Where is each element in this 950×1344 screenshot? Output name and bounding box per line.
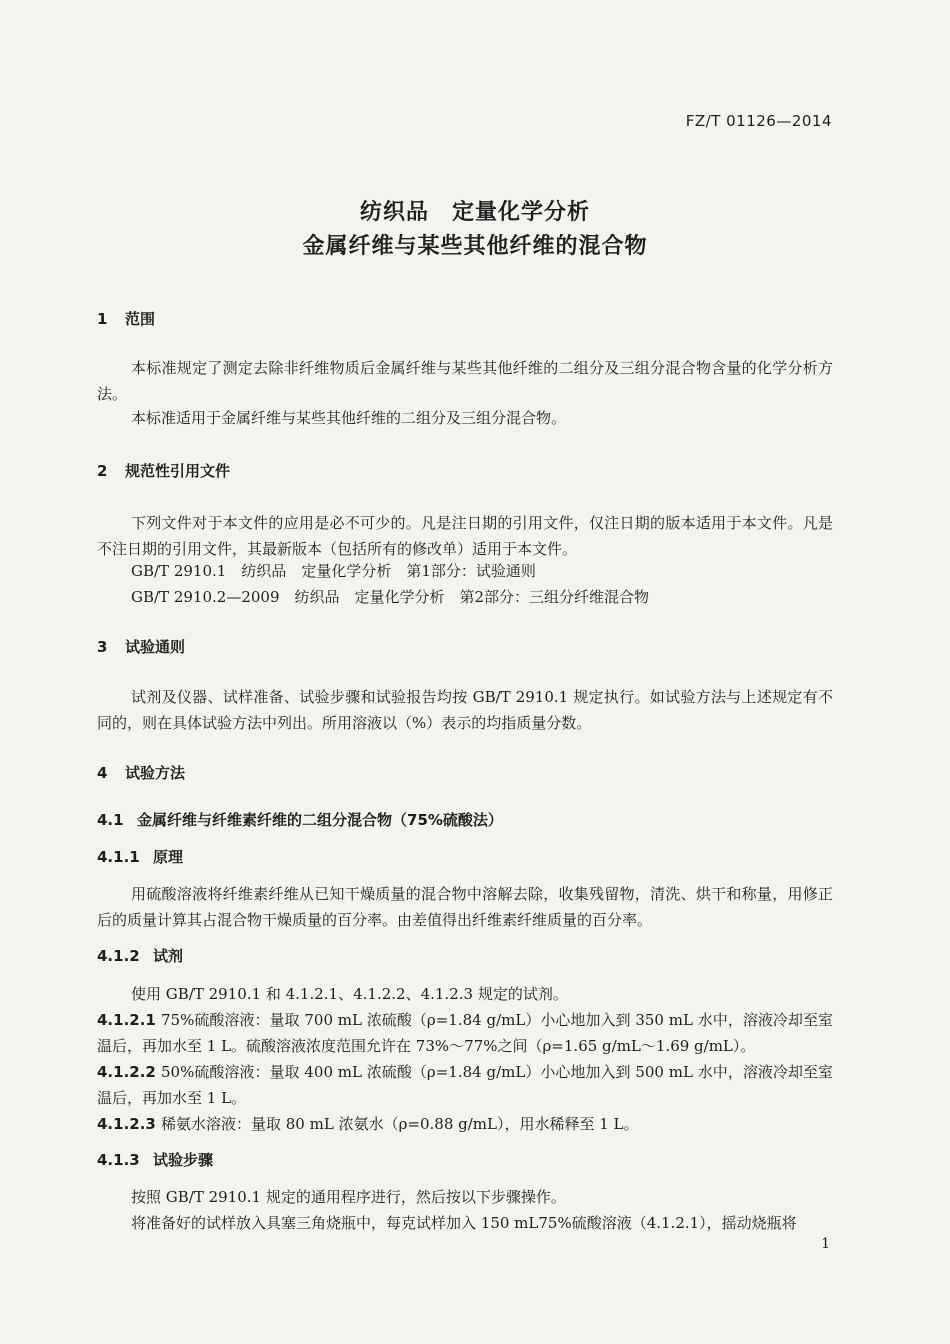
paragraph: 本标准规定了测定去除非纤维物质后金属纤维与某些其他纤维的二组分及三组分混合物含量的化学分析方法。 xyxy=(97,359,833,403)
paragraph: 试剂及仪器、试样准备、试验步骤和试验报告均按 GB/T 2910.1 规定执行。如试验方法与上述规定有不同的，则在具体试验方法中列出。所用溶液以（%）表示的均指质量分数。 xyxy=(97,688,833,732)
document-title-line2: 金属纤维与某些其他纤维的混合物 xyxy=(302,234,648,259)
section-3-heading xyxy=(97,636,185,657)
section-title: 原理 xyxy=(153,848,184,866)
clause-number: 4.1.2.3 xyxy=(97,1115,156,1133)
section-4-1-heading xyxy=(97,809,503,830)
section-number: 4.1.1 xyxy=(97,848,140,866)
section-number: 4.1.3 xyxy=(97,1151,140,1169)
section-1-heading xyxy=(97,308,155,329)
paragraph: 将准备好的试样放入具塞三角烧瓶中，每克试样加入 150 mL75%硫酸溶液（4.1.2.1），摇动烧瓶将 xyxy=(131,1214,797,1232)
reagent-item xyxy=(97,1111,833,1137)
section-title: 试验方法 xyxy=(125,764,186,782)
section-number: 3 xyxy=(97,638,108,656)
section-title: 范围 xyxy=(125,310,156,328)
section-title: 试验通则 xyxy=(125,638,186,656)
paragraph: 下列文件对于本文件的应用是必不可少的。凡是注日期的引用文件，仅注日期的版本适用于本文件。凡是不注日期的引用文件，其最新版本（包括所有的修改单）适用于本文件。 xyxy=(97,514,833,558)
section-number: 4.1.2 xyxy=(97,947,140,965)
clause-number: 4.1.2.1 xyxy=(97,1011,156,1029)
document-title-line1: 纺织品 定量化学分析 xyxy=(359,200,590,225)
section-4-heading xyxy=(97,762,185,783)
section-4-1-1-heading xyxy=(97,846,183,867)
section-number: 4.1 xyxy=(97,811,124,829)
paragraph: 按照 GB/T 2910.1 规定的通用程序进行，然后按以下步骤操作。 xyxy=(131,1188,566,1206)
clause-number: 4.1.2.2 xyxy=(97,1063,156,1081)
reference-item: GB/T 2910.1 纺织品 定量化学分析 第1部分：试验通则 xyxy=(131,562,536,580)
section-title: 试剂 xyxy=(153,947,184,965)
section-title: 金属纤维与纤维素纤维的二组分混合物（75%硫酸法） xyxy=(137,811,503,829)
section-4-1-3-heading xyxy=(97,1149,213,1170)
paragraph: 用硫酸溶液将纤维素纤维从已知干燥质量的混合物中溶解去除，收集残留物，清洗、烘干和称量，用修正后的质量计算其占混合物干燥质量的百分率。由差值得出纤维素纤维质量的百分率。 xyxy=(97,885,833,929)
reagent-item xyxy=(97,1059,833,1111)
page-number: 1 xyxy=(821,1236,830,1252)
section-title: 规范性引用文件 xyxy=(125,462,231,480)
reagent-item xyxy=(97,1007,833,1059)
section-number: 4 xyxy=(97,764,108,782)
paragraph: 本标准适用于金属纤维与某些其他纤维的二组分及三组分混合物。 xyxy=(131,409,567,427)
section-number: 2 xyxy=(97,462,108,480)
reference-item: GB/T 2910.2—2009 纺织品 定量化学分析 第2部分：三组分纤维混合物 xyxy=(131,588,650,606)
section-2-heading xyxy=(97,460,230,481)
paragraph: 使用 GB/T 2910.1 和 4.1.2.1、4.1.2.2、4.1.2.3 规定的试剂。 xyxy=(131,985,568,1003)
section-number: 1 xyxy=(97,310,108,328)
clause-text: 稀氨水溶液：量取 80 mL 浓氨水（ρ=0.88 g/mL），用水稀释至 1 L。 xyxy=(161,1115,639,1133)
clause-text: 75%硫酸溶液：量取 700 mL 浓硫酸（ρ=1.84 g/mL）小心地加入到 350 mL 水中，溶液冷却至室温后，再加水至 1 L。硫酸溶液浓度范围允许在 73%～77%之间（ρ=1.65 g/mL～1.69 g/mL）。 xyxy=(97,1011,833,1055)
clause-text: 50%硫酸溶液：量取 400 mL 浓硫酸（ρ=1.84 g/mL）小心地加入到 500 mL 水中，溶液冷却至室温后，再加水至 1 L。 xyxy=(97,1063,833,1107)
section-title: 试验步骤 xyxy=(153,1151,214,1169)
section-4-1-2-heading xyxy=(97,945,183,966)
standard-code: FZ/T 01126—2014 xyxy=(685,112,832,130)
